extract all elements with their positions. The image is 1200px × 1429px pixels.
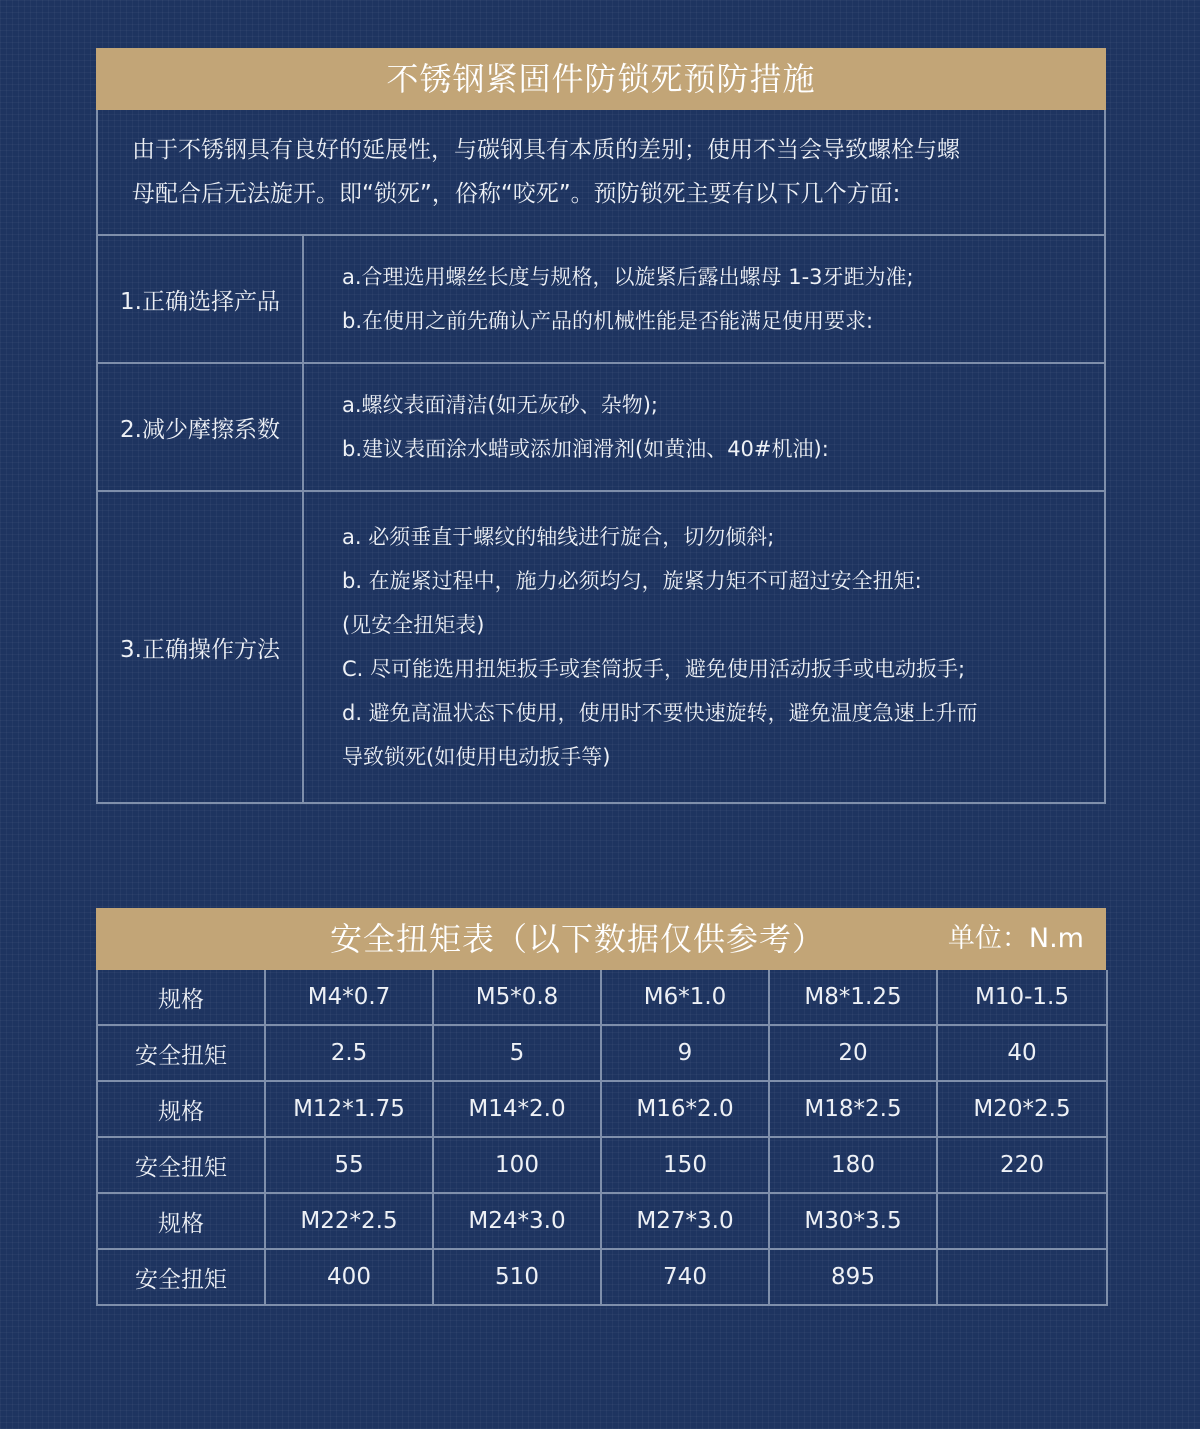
- table-row: [97, 1081, 1107, 1137]
- table-cell: 895: [769, 1249, 937, 1305]
- table-row: [97, 1137, 1107, 1193]
- precaution-row-2: [98, 364, 1104, 492]
- precaution-line: b. 在旋紧过程中，施力必须均匀，旋紧力矩不可超过安全扭矩:: [342, 569, 922, 593]
- table-cell: 安全扭矩: [97, 1137, 265, 1193]
- table-cell: M27*3.0: [601, 1193, 769, 1249]
- table-cell: M6*1.0: [601, 970, 769, 1025]
- table-cell: M30*3.5: [769, 1193, 937, 1249]
- table-cell: 20: [769, 1025, 937, 1081]
- intro-paragraph: [98, 110, 1104, 236]
- table-cell: [937, 1249, 1107, 1305]
- precaution-line: a. 必须垂直于螺纹的轴线进行旋合，切勿倾斜;: [342, 525, 775, 549]
- table-cell: 510: [433, 1249, 601, 1305]
- precaution-label-1: 1.正确选择产品: [98, 236, 304, 362]
- torque-header: [96, 908, 1106, 970]
- table-cell: 2.5: [265, 1025, 433, 1081]
- table-cell: M12*1.75: [265, 1081, 433, 1137]
- table-cell: M16*2.0: [601, 1081, 769, 1137]
- table-cell: 规格: [97, 1193, 265, 1249]
- table-row: [97, 970, 1107, 1025]
- precautions-title: 不锈钢紧固件防锁死预防措施: [96, 48, 1106, 110]
- precaution-line: a.合理选用螺丝长度与规格，以旋紧后露出螺母 1-3牙距为准;: [342, 265, 914, 289]
- table-cell: 220: [937, 1137, 1107, 1193]
- table-cell: 安全扭矩: [97, 1025, 265, 1081]
- precaution-line: 导致锁死(如使用电动扳手等): [342, 745, 611, 769]
- table-cell: 规格: [97, 1081, 265, 1137]
- precaution-line: d. 避免高温状态下使用，使用时不要快速旋转，避免温度急速上升而: [342, 701, 978, 725]
- table-cell: 40: [937, 1025, 1107, 1081]
- table-row: [97, 1193, 1107, 1249]
- torque-title: 安全扭矩表（以下数据仅供参考）: [330, 920, 826, 958]
- precautions-section: [96, 48, 1106, 804]
- table-cell: M18*2.5: [769, 1081, 937, 1137]
- table-cell: 150: [601, 1137, 769, 1193]
- precaution-body-1: [304, 236, 1104, 362]
- table-cell: M4*0.7: [265, 970, 433, 1025]
- precaution-line: (见安全扭矩表): [342, 613, 485, 637]
- precaution-line: a.螺纹表面清洁(如无灰砂、杂物);: [342, 393, 659, 417]
- table-row: [97, 1025, 1107, 1081]
- table-cell: 400: [265, 1249, 433, 1305]
- table-cell: M5*0.8: [433, 970, 601, 1025]
- precaution-body-3: [304, 492, 1104, 802]
- precaution-line: b.在使用之前先确认产品的机械性能是否能满足使用要求:: [342, 309, 874, 333]
- precaution-line: C. 尽可能选用扭矩扳手或套筒扳手，避免使用活动扳手或电动扳手;: [342, 657, 966, 681]
- table-cell: M22*2.5: [265, 1193, 433, 1249]
- table-cell: 5: [433, 1025, 601, 1081]
- table-cell: 100: [433, 1137, 601, 1193]
- torque-section: [96, 908, 1106, 1306]
- precaution-row-3: [98, 492, 1104, 802]
- table-row: [97, 1249, 1107, 1305]
- table-cell: 180: [769, 1137, 937, 1193]
- table-cell: M24*3.0: [433, 1193, 601, 1249]
- table-cell: 55: [265, 1137, 433, 1193]
- table-cell: 安全扭矩: [97, 1249, 265, 1305]
- table-cell: M8*1.25: [769, 970, 937, 1025]
- precaution-label-2: 2.减少摩擦系数: [98, 364, 304, 490]
- torque-unit: 单位：N.m: [947, 923, 1084, 954]
- precaution-label-3: 3.正确操作方法: [98, 492, 304, 802]
- table-cell: M20*2.5: [937, 1081, 1107, 1137]
- table-cell: 9: [601, 1025, 769, 1081]
- table-cell: 740: [601, 1249, 769, 1305]
- intro-line-1: 由于不锈钢具有良好的延展性，与碳钢具有本质的差别；使用不当会导致螺栓与螺: [132, 137, 960, 163]
- precaution-body-2: [304, 364, 1104, 490]
- precautions-box: [96, 110, 1106, 804]
- precaution-row-1: [98, 236, 1104, 364]
- table-cell: 规格: [97, 970, 265, 1025]
- precaution-line: b.建议表面涂水蜡或添加润滑剂(如黄油、40#机油):: [342, 437, 829, 461]
- table-cell: M14*2.0: [433, 1081, 601, 1137]
- intro-line-2: 母配合后无法旋开。即“锁死”，俗称“咬死”。预防锁死主要有以下几个方面:: [132, 181, 901, 207]
- torque-table: [96, 970, 1108, 1306]
- table-cell: [937, 1193, 1107, 1249]
- table-cell: M10-1.5: [937, 970, 1107, 1025]
